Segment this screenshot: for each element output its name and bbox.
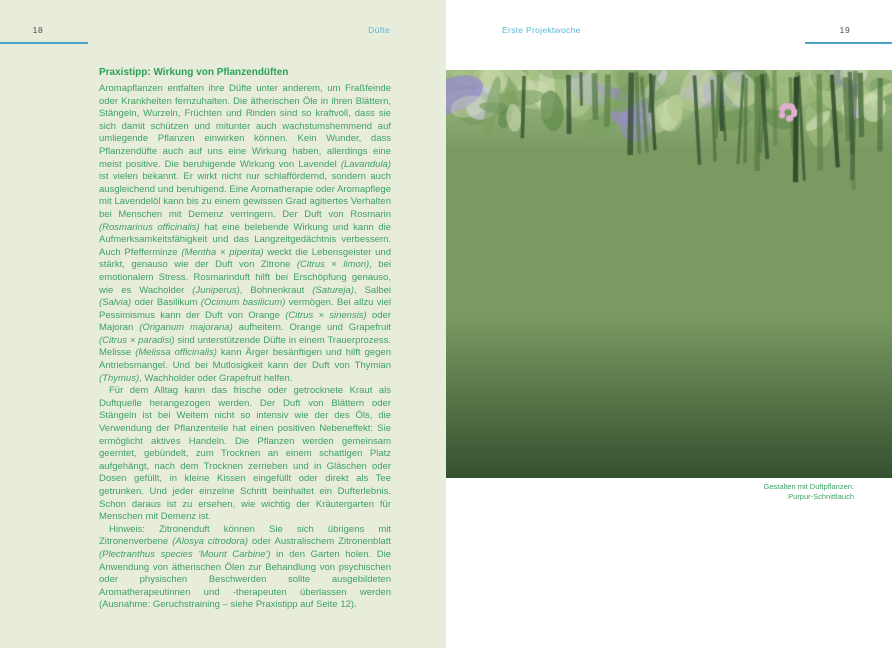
page-number-right: 19 — [839, 25, 851, 35]
page-rule-left — [0, 42, 88, 44]
body-paragraph-1: Aromapflanzen entfalten ihre Düfte unter anderem, um Fraßfeinde oder Krankheiten fernzuhalten. Die ätherischen Öle in ihren Blättern, Stängeln, Wurzeln, Früchten und Rinden sind so kraftvoll, dass sie sich damit schützen und mitunter auch wachstumshemmend auf umliegende Pflanzen einwirken können. Kein Wunder, dass Pflanzendüfte auch auf uns eine Wirkung haben, allerdings eine meist positive. Die beruhigende Wirkung von Lavendel (Lavandula) ist vielen bekannt. Er wirkt nicht nur schlaffördernd, sondern auch ausgleichend und beruhigend. Eine Aromatherapie oder Aromapflege mit Lavendelöl kann bis zu einem gewissen Grad agitiertes Verhalten bei Menschen mit Demenz verringern. Der Duft von Rosmarin (Rosmarinus officinalis) hat eine belebende Wirkung und kann die Aufmerksamkeitsfähigkeit und das Langzeitgedächtnis verbessern. Auch Pfefferminze (Mentha × piperita) weckt die Lebensgeister und stärkt, genauso wie der Duft von Zitrone (Citrus × limon), bei emotionalem Stress. Rosmarinduft hilft bei Erschöpfung genauso, wie es Wacholder (Juniperus), Bohnenkraut (Satureja), Salbei (Salvia) oder Basilikum (Ocimum basilicum) vermögen. Bei allzu viel Pessimismus kann der Duft von Orange (Citrus × sinensis) oder Majoran (Origanum majorana) aufheitern. Orange und Grapefruit (Citrus × paradisi) sind unterstützende Düfte in einem Trauerprozess. Melisse (Melissa officinalis) kann Ärger besänftigen und hilft gegen Antriebsmangel. Und bei Mutlosigkeit kann der Duft von Thymian (Thymus), Wachholder oder Grapefruit helfen. — [99, 83, 392, 384]
page-number-left: 18 — [32, 25, 44, 35]
page-rule-right — [805, 42, 892, 44]
running-header-left: Düfte — [368, 25, 390, 35]
photo-caption — [764, 482, 854, 501]
caption-line-2: Purpur-Schnittlauch — [788, 491, 854, 501]
right-page — [446, 0, 892, 648]
chive-field-photo — [446, 70, 892, 478]
caption-line-1: Gestalten mit Duftpflanzen: — [763, 482, 854, 491]
body-paragraph-3: Hinweis: Zitronenduft können Sie sich übrigens mit Zitronenverbene (Alosya citrodora) oder Australischem Zitronenblatt (Plectranthus species 'Mount Carbine') in den Garten holen. Die Anwendung von ätherischen Ölen zur Behandlung von psychischen oder physischen Beschwerden sollte ausgebildeten Aromatherapeutinnen und -therapeuten überlassen werden (Ausnahme: Geruchstraining – siehe Praxistipp auf Seite 12). — [99, 523, 392, 611]
photo-figure — [446, 70, 892, 518]
running-header-right: Erste Projektwoche — [502, 25, 581, 35]
praxistipp-heading: Praxistipp: Wirkung von Pflanzendüften — [99, 67, 289, 78]
text-column — [99, 66, 391, 612]
body-paragraph-2: Für dem Alltag kann das frische oder getrocknete Kraut als Duftquelle herangezogen werden. Der Duft von Blättern oder Stängeln ist bei Weitem nicht so intensiv wie der des Öls, die Verwendung der Pflanzenteile hat einen positiven Nebeneffekt: Sie ermöglicht aktives Handeln. Die Pflanzen werden gemeinsam geerntet, gebündelt, zum Trocknen an einem schattigen Platz aufgehängt, nach dem Trocknen zerrieben und in Gläschen oder Dosen gefüllt, in kleine Kissen eingefüllt oder direkt als Tee getrunken. Und jeder einzelne Schritt beinhaltet ein Dufterlebnis. Schon daraus ist zu ersehen, wie wichtig der Kräutergarten für Menschen mit Demenz ist. — [99, 385, 391, 523]
